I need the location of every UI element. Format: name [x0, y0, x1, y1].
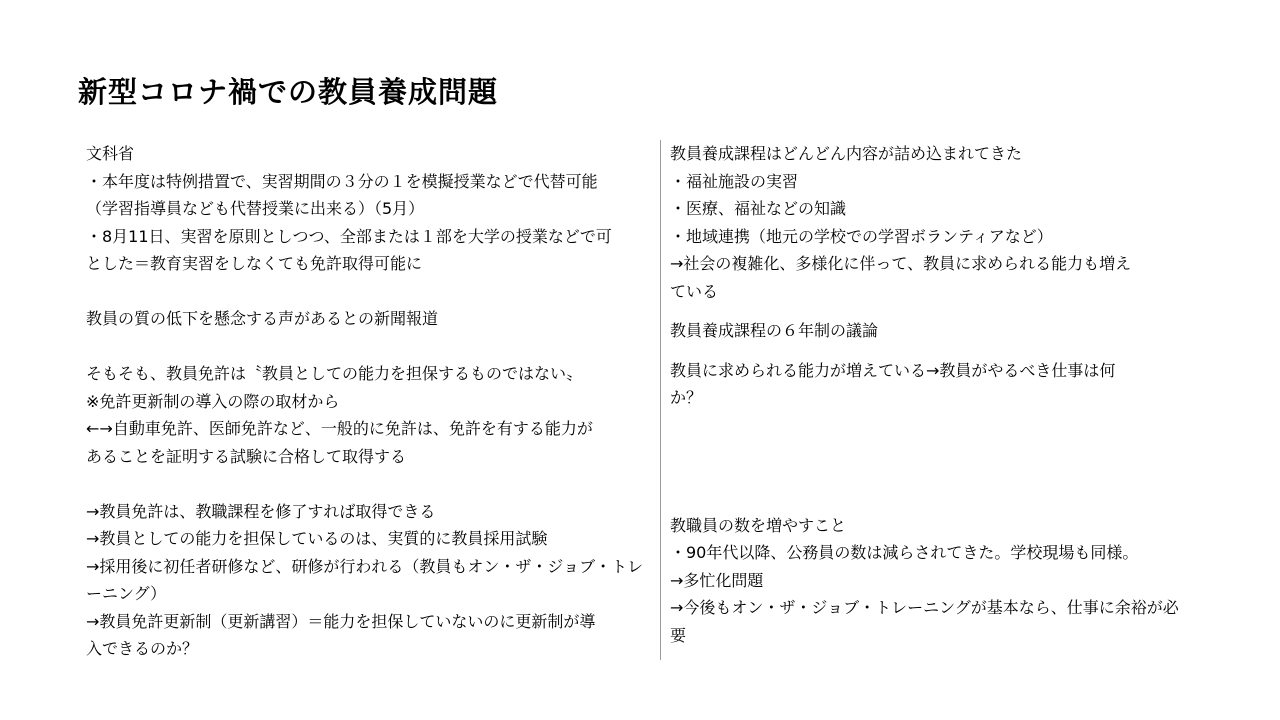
- left-line: ※免許更新制の導入の際の取材から: [86, 391, 340, 411]
- spacer: [86, 470, 651, 498]
- right-line: ・地域連携（地元の学校での学習ボランティアなど）: [670, 226, 1053, 246]
- left-column: [86, 140, 651, 663]
- right-column: [670, 140, 1190, 649]
- left-line: →教員としての能力を担保しているのは、実質的に教員採用試験: [86, 529, 548, 548]
- left-line: 入できるのか？: [86, 639, 199, 658]
- spacer: [670, 412, 1190, 512]
- left-line: （学習指導員なども代替授業に出来る）（5月）: [86, 199, 425, 218]
- right-line: ・福祉施設の実習: [670, 171, 799, 191]
- right-line: 教員養成課程の６年制の議論: [670, 321, 879, 340]
- spacer: [670, 305, 1190, 317]
- right-line: →社会の複雑化、多様化に伴って、教員に求められる能力も増え: [670, 254, 1132, 273]
- left-line: →採用後に初任者研修など、研修が行われる（教員もオン・ザ・ジョブ・トレ: [86, 556, 644, 576]
- left-line: ・本年度は特例措置で、実習期間の３分の１を模擬授業などで代替可能: [86, 171, 598, 191]
- left-line: 文科省: [86, 144, 135, 163]
- right-line: 教員に求められる能力が増えている→教員がやるべき仕事は何: [670, 360, 1116, 380]
- right-line: か？: [670, 388, 703, 407]
- slide-title: 新型コロナ禍での教員養成問題: [78, 75, 499, 109]
- right-line: →今後もオン・ザ・ジョブ・トレーニングが基本なら、仕事に余裕が必: [670, 598, 1179, 617]
- left-line: あることを証明する試験に合格して取得する: [86, 446, 407, 466]
- left-line: →教員免許更新制（更新講習）＝能力を担保していないのに更新制が導: [86, 611, 596, 631]
- right-line: ている: [670, 281, 719, 301]
- column-divider: [660, 140, 661, 660]
- spacer: [86, 333, 651, 361]
- left-line: ←→自動車免許、医師免許など、一般的に免許は、免許を有する能力が: [86, 419, 593, 438]
- left-line: そもそも、教員免許は〝教員としての能力を担保するものではない〟: [86, 364, 583, 383]
- right-line: →多忙化問題: [670, 570, 764, 590]
- spacer: [86, 278, 651, 306]
- left-line: ーニング）: [86, 584, 167, 603]
- left-line: とした＝教育実習をしなくても免許取得可能に: [86, 254, 423, 273]
- right-line: 要: [670, 625, 687, 645]
- left-line: →教員免許は、教職課程を修了すれば取得できる: [86, 501, 436, 521]
- right-line: 教員養成課程はどんどん内容が詰め込まれてきた: [670, 144, 1023, 163]
- left-line: ・8月11日、実習を原則としつつ、全部または１部を大学の授業などで可: [86, 226, 612, 246]
- right-line: 教職員の数を増やすこと: [670, 515, 847, 535]
- right-line: ・90年代以降、公務員の数は減らされてきた。学校現場も同様。: [670, 543, 1139, 562]
- spacer: [670, 345, 1190, 357]
- right-line: ・医療、福祉などの知識: [670, 199, 847, 218]
- left-line: 教員の質の低下を懸念する声があるとの新聞報道: [86, 309, 439, 328]
